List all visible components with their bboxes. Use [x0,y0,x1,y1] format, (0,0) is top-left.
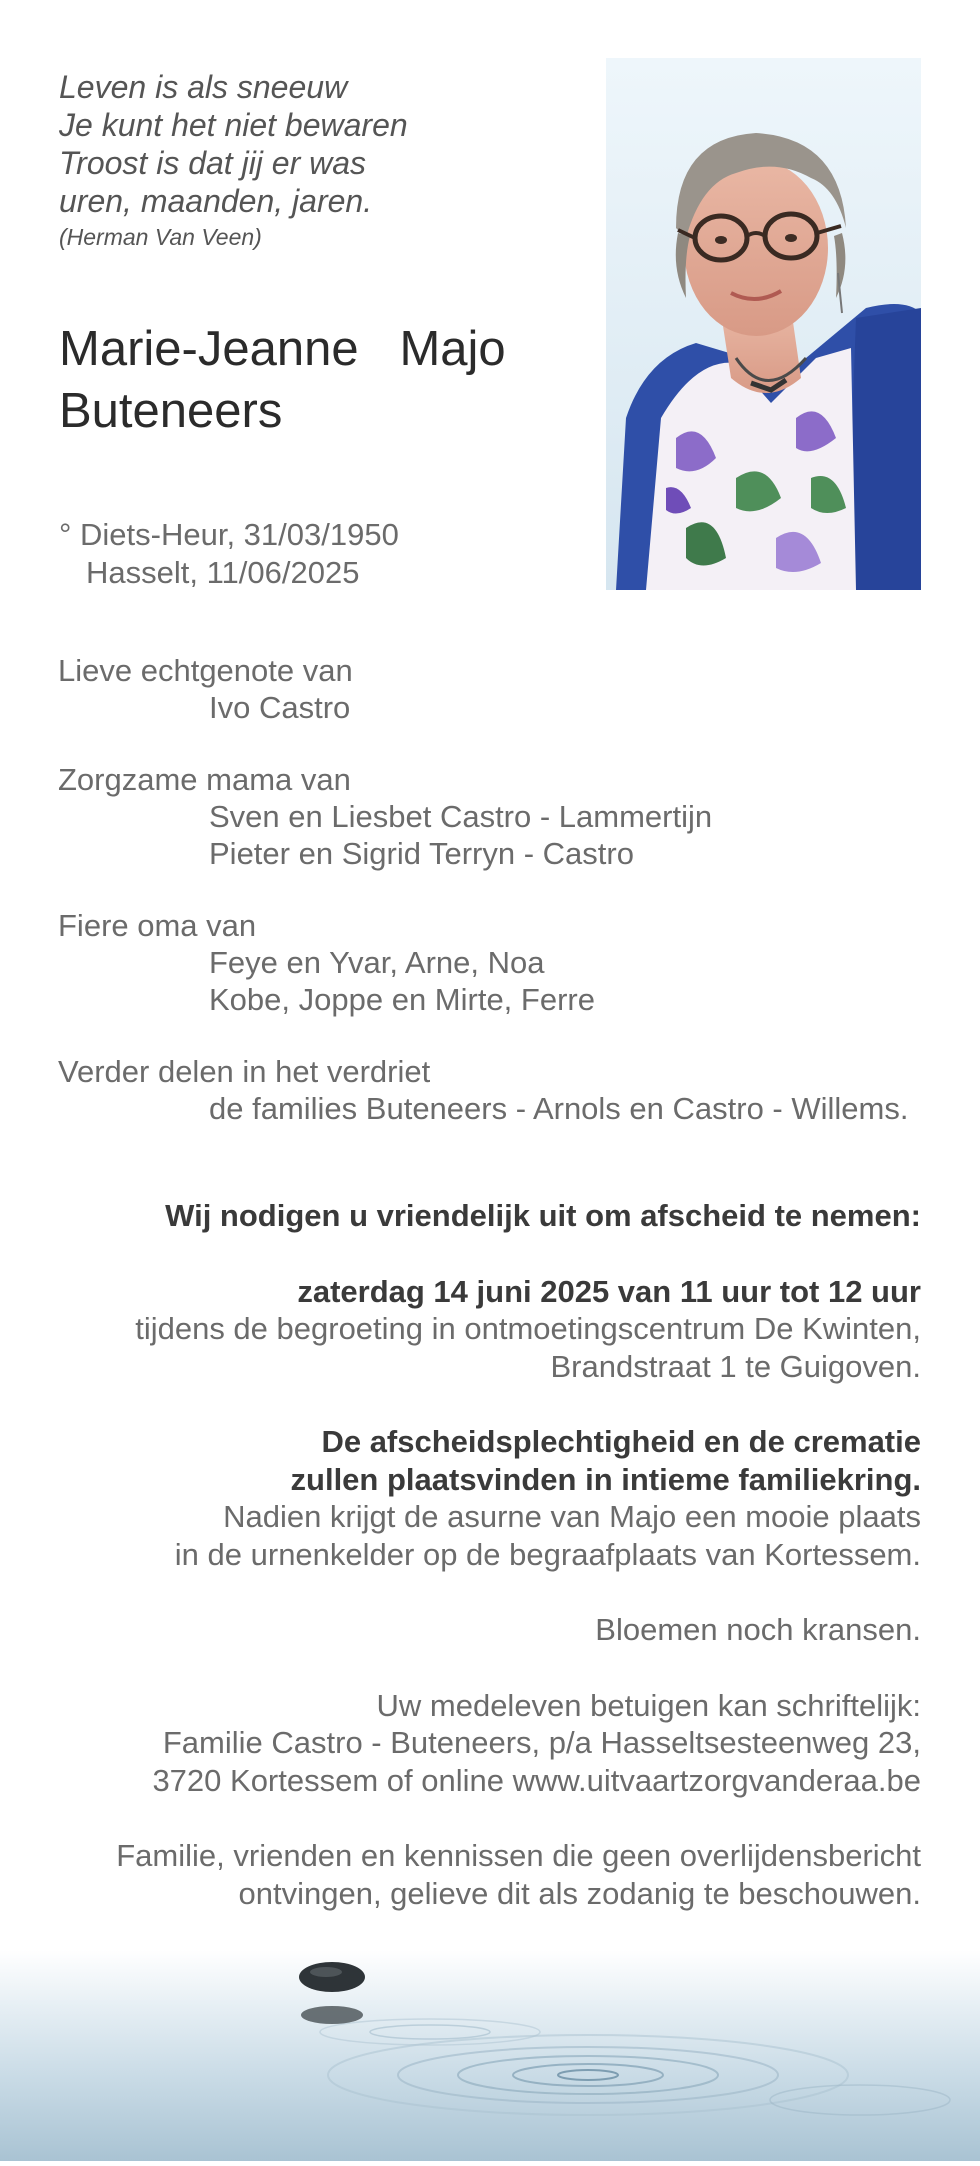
condolence-line: Familie Castro - Buteneers, p/a Hasseltsesteenweg 23, [162,1725,921,1760]
farewell-line: De afscheidsplechtigheid en de crematie [321,1424,921,1459]
poem-line: Leven is als sneeuw [59,69,348,105]
farewell-line: zullen plaatsvinden in intieme familiekring. [290,1461,921,1497]
poem-author: (Herman Van Veen) [59,224,262,250]
grandchildren-group [58,907,938,1018]
death-date: Hasselt, 11/06/2025 [86,555,360,590]
urn-line: in de urnenkelder op de begraafplaats van Kortessem. [174,1536,921,1572]
invitation-text: Wij nodigen u vriendelijk uit om afscheid te nemen: [165,1198,921,1233]
notice-line: ontvingen, gelieve dit als zodanig te beschouwen. [238,1875,921,1911]
condolence-line: Uw medeleven betuigen kan schriftelijk: [376,1687,921,1723]
others-group [58,1053,938,1127]
deceased-name [59,318,599,442]
location-line: tijdens de begroeting in ontmoetingscentrum De Kwinten, [135,1311,921,1346]
spouse-name: Ivo Castro [209,690,351,725]
life-dates [59,516,399,592]
children-group [58,761,938,872]
child-entry: Sven en Liesbet Castro - Lammertijn [209,799,713,834]
portrait-photo [606,58,921,590]
ceremony-date: zaterdag 14 juni 2025 van 11 uur tot 12 uur [297,1273,921,1309]
name-line: Buteneers [59,384,283,438]
grandchild-entry: Feye en Yvar, Arne, Noa [209,945,545,980]
children-heading: Zorgzame mama van [58,762,351,797]
birth-date: ° Diets-Heur, 31/03/1950 [59,517,399,552]
grandchildren-heading: Fiere oma van [58,908,257,943]
name-line: Marie-Jeanne Majo [59,322,506,376]
ceremony-info [41,1197,921,1912]
spouse-group [58,652,938,726]
water-ripple-illustration [0,1950,980,2161]
portrait-illustration [606,58,921,590]
family-list [58,652,938,1162]
urn-line: Nadien krijgt de asurne van Majo een mooie plaats [223,1499,921,1534]
others-heading: Verder delen in het verdriet [58,1054,431,1089]
child-entry: Pieter en Sigrid Terryn - Castro [209,836,634,871]
grandchild-entry: Kobe, Joppe en Mirte, Ferre [209,982,595,1017]
water-ripple-image [0,1950,980,2161]
spouse-heading: Lieve echtgenote van [58,653,353,688]
others-entry: de families Buteneers - Arnols en Castro - Willems. [209,1091,909,1126]
notice-line: Familie, vrienden en kennissen die geen overlijdensbericht [116,1838,921,1873]
poem-line: Je kunt het niet bewaren [59,107,408,143]
condolence-line: 3720 Kortessem of online www.uitvaartzorgvanderaa.be [152,1762,921,1798]
poem-line: Troost is dat jij er was [59,145,367,181]
flowers-note: Bloemen noch kransen. [595,1612,921,1647]
poem [59,68,579,252]
poem-line: uren, maanden, jaren. [59,183,373,219]
location-line: Brandstraat 1 te Guigoven. [550,1348,921,1384]
